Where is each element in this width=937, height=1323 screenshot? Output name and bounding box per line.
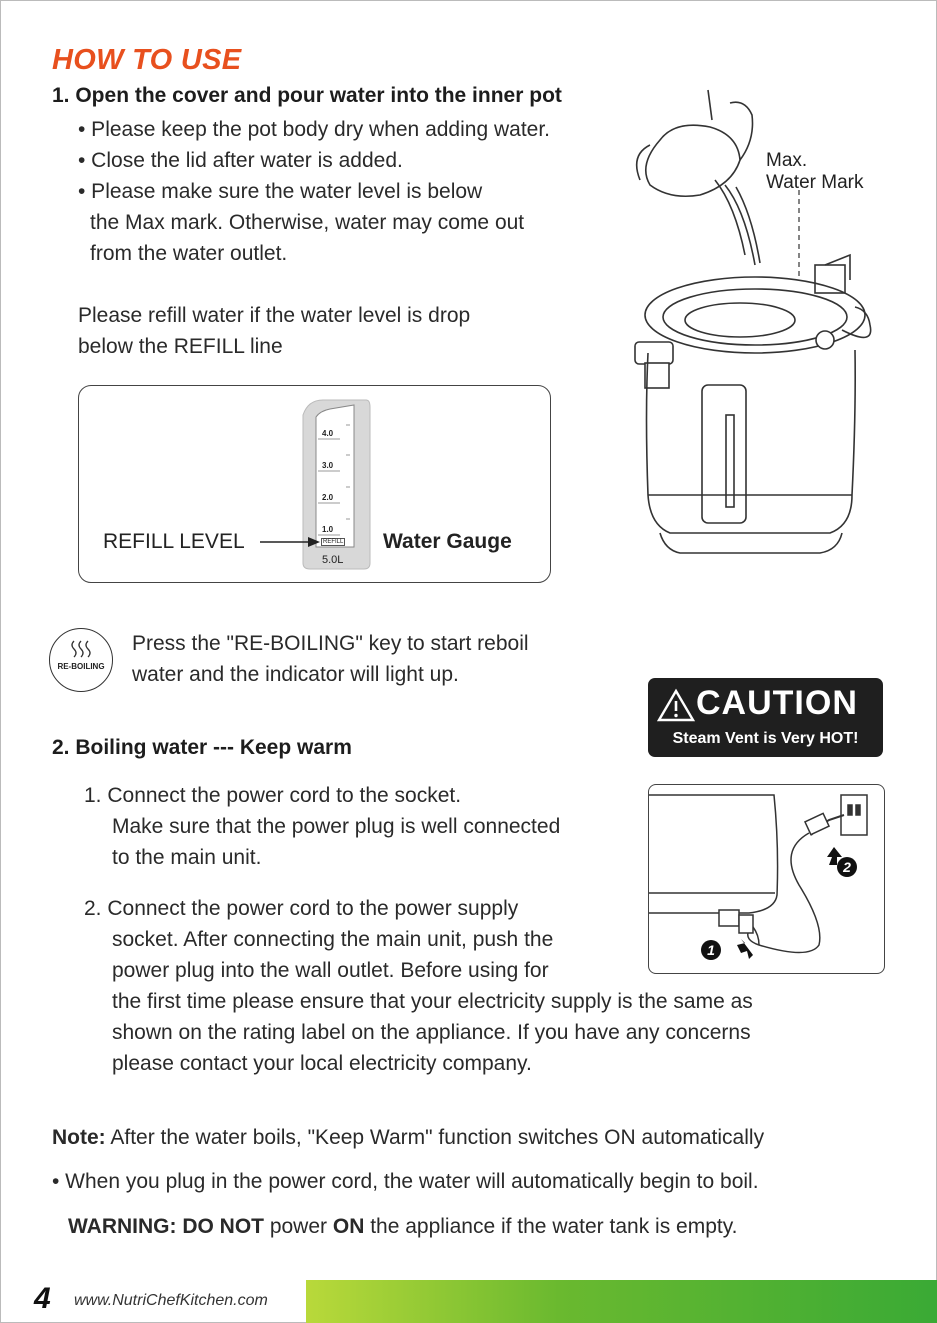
reboil-line: Press the "RE-BOILING" key to start reboil <box>132 632 529 655</box>
caution-subtitle: Steam Vent is Very HOT! <box>672 730 859 747</box>
max-water-mark-label <box>766 150 863 194</box>
gauge-mark: 2.0 <box>322 493 334 502</box>
gauge-mark: 3.0 <box>322 461 334 470</box>
bullet-item: • Please keep the pot body dry when adding water. <box>78 118 550 141</box>
reboiling-icon <box>49 628 113 692</box>
gauge-mark: 1.0 <box>322 525 334 534</box>
bullet-item: • Close the lid after water is added. <box>78 149 403 172</box>
reboil-text <box>132 628 529 690</box>
step2-line: 1. Connect the power cord to the socket. <box>84 784 462 807</box>
note-line <box>52 1122 764 1153</box>
step2-line: the first time please ensure that your electricity supply is the same as <box>112 990 753 1013</box>
gauge-mark-refill: REFILL <box>323 539 344 545</box>
warning-label: WARNING: DO NOT <box>68 1215 264 1238</box>
page-title: HOW TO USE <box>52 44 242 76</box>
refill-note <box>78 300 470 362</box>
note-label: Note: <box>52 1126 106 1149</box>
step2-line: please contact your local electricity company. <box>112 1052 532 1075</box>
warning-on: ON <box>332 1215 365 1238</box>
power-plug-illustration <box>648 784 885 974</box>
page-number: 4 <box>34 1282 51 1315</box>
max-label-line: Max. <box>766 150 808 171</box>
bullet-item: from the water outlet. <box>90 242 288 265</box>
max-label-line: Water Mark <box>766 172 864 193</box>
refill-note-line: Please refill water if the water level is drop <box>78 304 471 327</box>
step2-line: power plug into the wall outlet. Before using for <box>112 959 549 982</box>
step-2-badge: 2 <box>837 857 857 877</box>
step2-heading: 2. Boiling water --- Keep warm <box>52 736 352 759</box>
step2-line: to the main unit. <box>112 846 262 869</box>
warning-text: power <box>263 1215 333 1238</box>
reboiling-icon-label: RE-BOILING <box>57 662 105 671</box>
gauge-capacity: 5.0L <box>322 554 344 566</box>
refill-note-line: below the REFILL line <box>78 335 283 358</box>
caution-label <box>648 678 883 757</box>
footer-color-bar <box>306 1280 937 1323</box>
website-url: www.NutriChefKitchen.com <box>74 1292 268 1309</box>
reboil-line: water and the indicator will light up. <box>132 663 459 686</box>
step1-heading: 1. Open the cover and pour water into the inner pot <box>52 84 562 107</box>
bullet-item: the Max mark. Otherwise, water may come out <box>90 211 525 234</box>
warning-triangle-icon <box>656 688 696 724</box>
caution-title: CAUTION <box>696 684 858 722</box>
warning-line <box>68 1211 738 1242</box>
warning-text: the appliance if the water tank is empty. <box>364 1215 738 1238</box>
steam-icon <box>50 633 112 665</box>
step1-bullets <box>78 114 550 269</box>
gauge-mark: 4.0 <box>322 429 334 438</box>
step2-item1 <box>84 780 560 873</box>
step-1-badge: 1 <box>701 940 721 960</box>
step2-line: Make sure that the power plug is well connected <box>112 815 561 838</box>
bullet-item: • Please make sure the water level is below <box>78 180 483 203</box>
water-gauge-label: Water Gauge <box>383 530 512 553</box>
refill-level-label: REFILL LEVEL <box>103 530 245 553</box>
plug-drawing <box>649 785 884 973</box>
note-text: After the water boils, "Keep Warm" function switches ON automatically <box>105 1126 765 1149</box>
note-bullet: • When you plug in the power cord, the water will automatically begin to boil. <box>52 1170 759 1193</box>
step2-line: socket. After connecting the main unit, push the <box>112 928 554 951</box>
step2-line: 2. Connect the power cord to the power supply <box>84 897 519 920</box>
step2-line: shown on the rating label on the appliance. If you have any concerns <box>112 1021 751 1044</box>
